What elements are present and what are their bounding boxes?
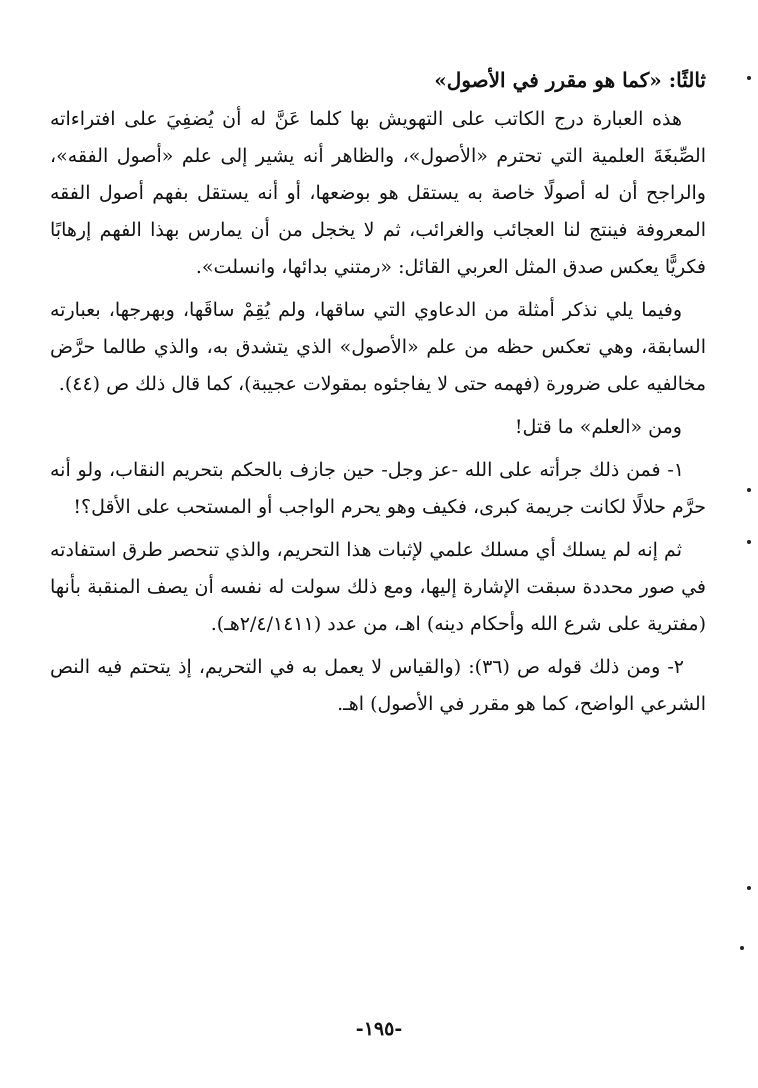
margin-mark bbox=[747, 886, 751, 890]
margin-mark bbox=[747, 76, 751, 80]
subheading: ومن «العلم» ما قتل! bbox=[514, 416, 682, 438]
margin-mark bbox=[740, 946, 744, 950]
page-body bbox=[50, 62, 706, 729]
paragraph-examples: وفيما يلي نذكر أمثلة من الدعاوي التي ساقها، ولم يُقِمْ ساقَها، وبهرجها، بعبارته السابقة، وهي تعكس حظه من علم «الأصول» الذي يتشدق به، والذي طالما حرَّض مخالفيه على ضرورة (فهمه حتى لا يفاجئوه بمقولات عجيبة)، كما قال ذلك ص (٤٤). bbox=[50, 299, 706, 395]
paragraph-intro: هذه العبارة درج الكاتب على التهويش بها كلما عَنَّ له أن يُضفِيَ على افتراءاته الصِّبغَةَ العلمية التي تحترم «الأصول»، والظاهر أنه يشير إلى علم «أصول الفقه»، والراجح أن له أصولًا خاصة به يستقل هو بوضعها، أو أنه يستقل بفهم أصول الفقه المعروفة فينتج لنا العجائب والغرائب، ثم لا يخجل من أن يمارس بهذا الفهم إرهابًا فكريًّا يعكس صدق المثل العربي القائل: «رمتني بدائها، وانسلت». bbox=[50, 108, 706, 278]
page-number: -١٩٥- bbox=[355, 1018, 403, 1040]
list-item-1: ١- فمن ذلك جرأته على الله -عز وجل- حين جازف بالحكم بتحريم النقاب، ولو أنه حرَّم حلالًا لكانت جريمة كبرى، فكيف وهو يحرم الواجب أو المستحب على الأقل؟! bbox=[50, 459, 706, 518]
margin-mark bbox=[747, 488, 751, 492]
margin-mark bbox=[747, 540, 751, 544]
section-heading: ثالثًا: «كما هو مقرر في الأصول» bbox=[434, 68, 706, 92]
paragraph-method: ثم إنه لم يسلك أي مسلك علمي لإثبات هذا التحريم، والذي تنحصر طرق استفادته في صور محددة سبقت الإشارة إليها، ومع ذلك سولت له نفسه أن يصف المنقبة بأنها (مفترية على شرع الله وأحكام دينه) اهـ، من عدد (٢/٤/١٤١١هـ). bbox=[50, 539, 706, 635]
list-item-2: ٢- ومن ذلك قوله ص (٣٦): (والقياس لا يعمل به في التحريم، إذ يتحتم فيه النص الشرعي الواضح، كما هو مقرر في الأصول) اهـ. bbox=[50, 656, 706, 715]
